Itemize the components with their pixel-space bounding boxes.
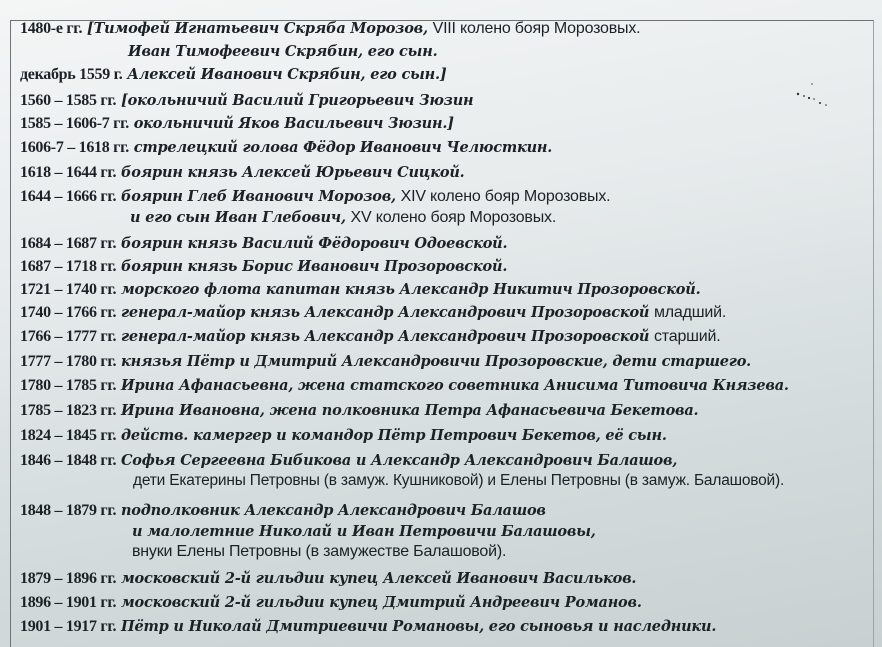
owner-tail: младший.	[654, 304, 727, 321]
owner-line	[20, 64, 447, 85]
owner-line	[20, 279, 700, 300]
owner-line	[20, 137, 552, 158]
owner-line	[132, 521, 596, 542]
owner-line	[20, 113, 454, 134]
owner-tail: внуки Елены Петровны (в замужестве Балашовой).	[132, 543, 507, 560]
date: 1618 – 1644 гг.	[20, 164, 117, 181]
owner-line	[20, 302, 726, 323]
owner-text: Алексей Иванович Скрябин, его сын.]	[127, 66, 447, 83]
owner-line	[20, 500, 546, 521]
owner-tail: XIV колено бояр Морозовых.	[400, 188, 611, 205]
owner-line	[20, 616, 716, 637]
owner-text: подполковник Александр Александрович Балашов	[120, 502, 546, 519]
owner-line	[20, 425, 667, 446]
date: 1777 – 1780 гг.	[20, 353, 117, 370]
date: 1721 – 1740 гг.	[20, 281, 117, 298]
date: 1846 – 1848 гг.	[20, 452, 117, 469]
date: 1766 – 1777 гг.	[20, 328, 117, 345]
owner-line	[20, 450, 677, 471]
owner-line	[20, 375, 789, 396]
date: 1901 – 1917 гг.	[20, 618, 117, 635]
owner-text: боярин князь Борис Иванович Прозоровской.	[120, 258, 508, 275]
owner-line	[133, 470, 784, 491]
owner-line	[20, 162, 465, 183]
date: 1684 – 1687 гг.	[20, 235, 117, 252]
owner-text: стрелецкий голова Фёдор Иванович Челюсткин.	[133, 139, 553, 156]
owner-text: окольничий Яков Васильевич Зюзин.]	[133, 115, 454, 132]
date: 1848 – 1879 гг.	[20, 502, 117, 519]
owner-line	[20, 18, 640, 39]
owner-text: князья Пётр и Дмитрий Александровичи Прозоровские, дети старшего.	[120, 353, 752, 370]
date: 1896 – 1901 гг.	[20, 594, 117, 611]
date: 1560 – 1585 гг.	[20, 92, 117, 109]
owner-line	[132, 541, 506, 562]
owner-text: Ирина Афанасьевна, жена статского советника Анисима Титовича Князева.	[120, 377, 789, 394]
date: 1687 – 1718 гг.	[20, 258, 117, 275]
owner-line	[20, 233, 507, 254]
owner-text: [окольничий Василий Григорьевич Зюзин	[120, 92, 474, 109]
owner-text: Софья Сергеевна Бибикова и Александр Александрович Балашов,	[120, 452, 678, 469]
owner-tail: XV колено бояр Морозовых.	[350, 209, 557, 226]
owner-text: действ. камергер и командор Пётр Петрович Бекетов, её сын.	[120, 427, 667, 444]
owner-line	[20, 90, 473, 111]
owner-text: боярин Глеб Иванович Морозов,	[120, 188, 396, 205]
owner-tail: старший.	[654, 328, 721, 345]
owner-text: Ирина Ивановна, жена полковника Петра Афанасьевича Бекетова.	[120, 402, 699, 419]
owner-text: и малолетние Николай и Иван Петровичи Балашовы,	[132, 523, 596, 540]
owner-text: боярин князь Василий Фёдорович Одоевской.	[120, 235, 508, 252]
owner-line	[20, 186, 610, 207]
owner-text: генерал-майор князь Александр Александрович Прозоровской	[120, 304, 650, 321]
owner-text: Пётр и Николай Дмитриевичи Романовы, его сыновья и наследники.	[120, 618, 717, 635]
owner-text: морского флота капитан князь Александр Никитич Прозоровской.	[120, 281, 701, 298]
owner-text: Иван Тимофеевич Скрябин, его сын.	[128, 43, 438, 60]
owner-text: московский 2-й гильдии купец Дмитрий Андреевич Романов.	[120, 594, 642, 611]
date: 1785 – 1823 гг.	[20, 402, 117, 419]
owner-line	[20, 326, 721, 347]
owner-tail: дети Екатерины Петровны (в замуж. Кушниковой) и Елены Петровны (в замуж. Балашовой).	[133, 472, 785, 489]
owner-text: [Тимофей Игнатьевич Скряба Морозов,	[86, 20, 428, 37]
owner-text: боярин князь Алексей Юрьевич Сицкой.	[120, 164, 465, 181]
date: 1606-7 – 1618 гг.	[20, 139, 129, 156]
date: 1740 – 1766 гг.	[20, 304, 117, 321]
date: 1480-е гг.	[20, 20, 83, 37]
owner-tail: VIII колено бояр Морозовых.	[432, 20, 641, 37]
owner-line	[20, 568, 636, 589]
owner-line	[130, 207, 556, 228]
owner-line	[128, 41, 437, 62]
owner-line	[20, 256, 507, 277]
date: декабрь 1559 г.	[20, 66, 123, 83]
date: 1824 – 1845 гг.	[20, 427, 117, 444]
owner-text: генерал-майор князь Александр Александрович Прозоровской	[120, 328, 650, 345]
owner-line	[20, 400, 698, 421]
owner-text: и его сын Иван Глебович,	[130, 209, 346, 226]
owner-text: московский 2-й гильдии купец Алексей Иванович Васильков.	[120, 570, 637, 587]
owner-line	[20, 592, 642, 613]
surface-scratches	[790, 80, 850, 120]
date: 1879 – 1896 гг.	[20, 570, 117, 587]
date: 1585 – 1606-7 гг.	[20, 115, 129, 132]
date: 1780 – 1785 гг.	[20, 377, 117, 394]
date: 1644 – 1666 гг.	[20, 188, 117, 205]
owner-line	[20, 351, 751, 372]
